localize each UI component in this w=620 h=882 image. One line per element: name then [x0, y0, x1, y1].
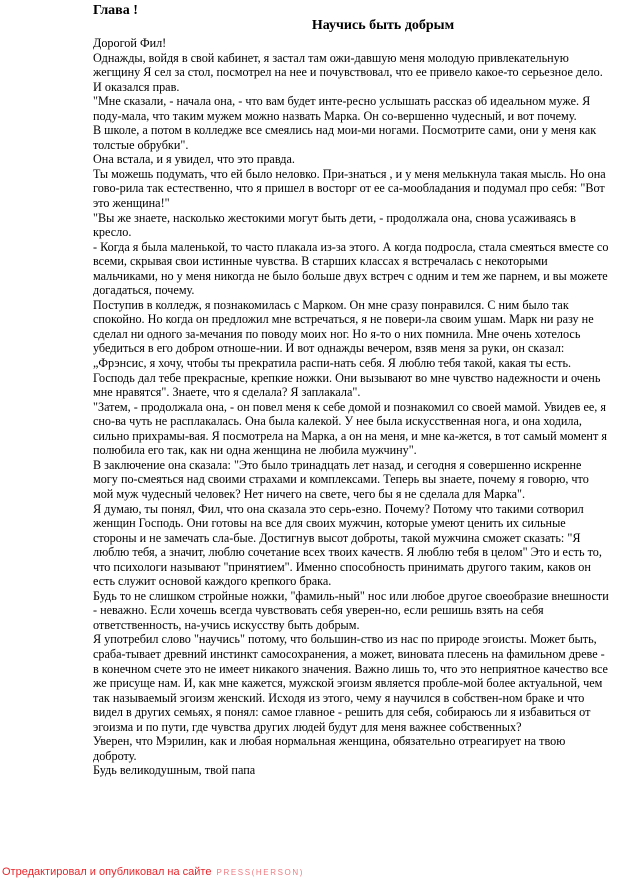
- paragraph: "Затем, - продолжала она, - он повел меня к себе домой и познакомил со своей мамой. Увидев ее, я сно-ва чуть не расплакалась. Она была калекой. У нее была искусственная нога, и она ходила, сильно прихрамы-вая. Я посмотрела на Марка, а он на меня, и мне ка-жется, в тот самый момент я полюбила его так, как ни одна женщина не любила мужчину".: [93, 399, 607, 458]
- paragraph: В школе, а потом в колледже все смеялись над мои-ми ногами. Посмотрите сами, они у меня как толстые обрубки".: [93, 123, 597, 152]
- footer-credit: [2, 865, 304, 880]
- paragraph: Она встала, и я увидел, что это правда.: [93, 152, 295, 167]
- paragraph: Ты можешь подумать, что ей было неловко. При-знаться , и у меня мелькнула такая мысль. Но она гово-рила так естественно, что я пришел в восторг от ее са-мообладания и подумал про себя: "Вот это женщина!": [93, 166, 606, 211]
- paragraph: "Мне сказали, - начала она, - что вам будет инте-ресно услышать рассказ об идеальном муже. Я поду-мала, что таким мужем можно назвать Марка. Он со-вершенно чудесный, и вот почему.: [93, 94, 591, 123]
- paragraph: Уверен, что Мэрилин, как и любая нормальная женщина, обязательно отреагирует на твою доброту.: [93, 734, 566, 763]
- footer-site-name: PRESS(HERSON): [216, 868, 305, 877]
- chapter-label: Глава !: [93, 3, 138, 18]
- page-title: Научись быть добрым: [311, 18, 455, 33]
- footer-text: Отредактировал и опубликовал на сайте: [2, 866, 212, 878]
- letter-body: [93, 36, 609, 778]
- signature-line: Будь великодушным, твой папа: [93, 763, 256, 778]
- paragraph: В заключение она сказала: "Это было тринадцать лет назад, и сегодня я совершенно искренне могу по-смеяться над своими страхами и комплексами. Теперь вы знаете, почему я говорю, что мой муж чудесный человек? Нет ничего на свете, чего бы я не сделала для Марка".: [93, 457, 589, 501]
- paragraph: "Вы же знаете, насколько жестокими могут быть дети, - продолжала она, снова усаживаясь в кресло.: [93, 210, 576, 240]
- paragraph: Я употребил слово "научись" потому, что большин-ство из нас по природе эгоисты. Может быть, сраба-тывает древний инстинкт самосохранения, а может, виновата плесень на фамильном древе - в конечном счете это не имеет никакого значения. Важно лишь то, что это неприятное качество все же присуще нам. И, как мне кажется, мужской эгоизм является пробле-мой более актуальной, чем так называемый эгоизм женский. Исходя из этого, чему я научился в собствен-ном браке и что видел в других семьях, я понял: самое главное - решить для себя, собираюсь ли я избавиться от эгоизма и по пути, где чувства других людей будут для меня важнее собственных?: [93, 632, 608, 734]
- paragraph: Будь то не слишком стройные ножки, "фамиль-ный" нос или любое другое своеобразие внешности - неважно. Если хочешь всегда чувствовать себя уверен-но, если решишь взять на себя ответственность, на-учись искусству быть добрым.: [93, 588, 609, 632]
- paragraph: Я думаю, ты понял, Фил, что она сказала это серь-езно. Почему? Потому что такими сотворил женщин Господь. Они готовы на все для своих мужчин, которые умеют ценить их сильные стороны и не замечать сла-бые. Достигнув высот доброты, такой мужчина сможет сказать: "Я люблю тебя, а значит, люблю сочетание всех твоих качеств. Я люблю тебя в целом" Это и есть то, что психологи называют "принятием". Именно способность принимать другого таким, каков он есть служит основой каждого крепкого брака.: [93, 501, 602, 589]
- paragraph: Поступив в колледж, я познакомилась с Марком. Он мне сразу понравился. С ним было так спокойно. Но когда он предложил мне встречаться, я не повери-ла своим ушам. Марк ни разу не сделал ни одного за-мечания по поводу моих ног. Но я-то о них помнила. Мне очень хотелось убедиться в его добром отноше-нии. И вот однажды вечером, взяв меня за руки, он сказал: „Фрэнсис, я хочу, чтобы ты прекратила распи-нать себя. Я люблю тебя такой, какая ты есть. Господь дал тебе прекрасные, крепкие ножки. Они вызывают во мне чувство надежности и очень мне нравятся". Знаете, что я сделала? Я заплакала".: [93, 297, 601, 400]
- paragraph: - Когда я была маленькой, то часто плакала из-за этого. А когда подросла, стала смеяться вместе со всеми, скрывая свои истинные чувства. В старших классах я встречалась с некоторыми мальчиками, но у меня никогда не было больше двух встреч с одним и тем же парнем, и вы можете догадаться, почему.: [93, 239, 609, 298]
- paragraph: Однажды, войдя в свой кабинет, я застал там ожи-давшую меня молодую привлекательную жегщину Я сел за стол, посмотрел на нее и почувствовал, что ее привело какое-то серьезное дело. И оказался прав.: [93, 50, 603, 94]
- greeting: Дорогой Фил!: [93, 36, 167, 50]
